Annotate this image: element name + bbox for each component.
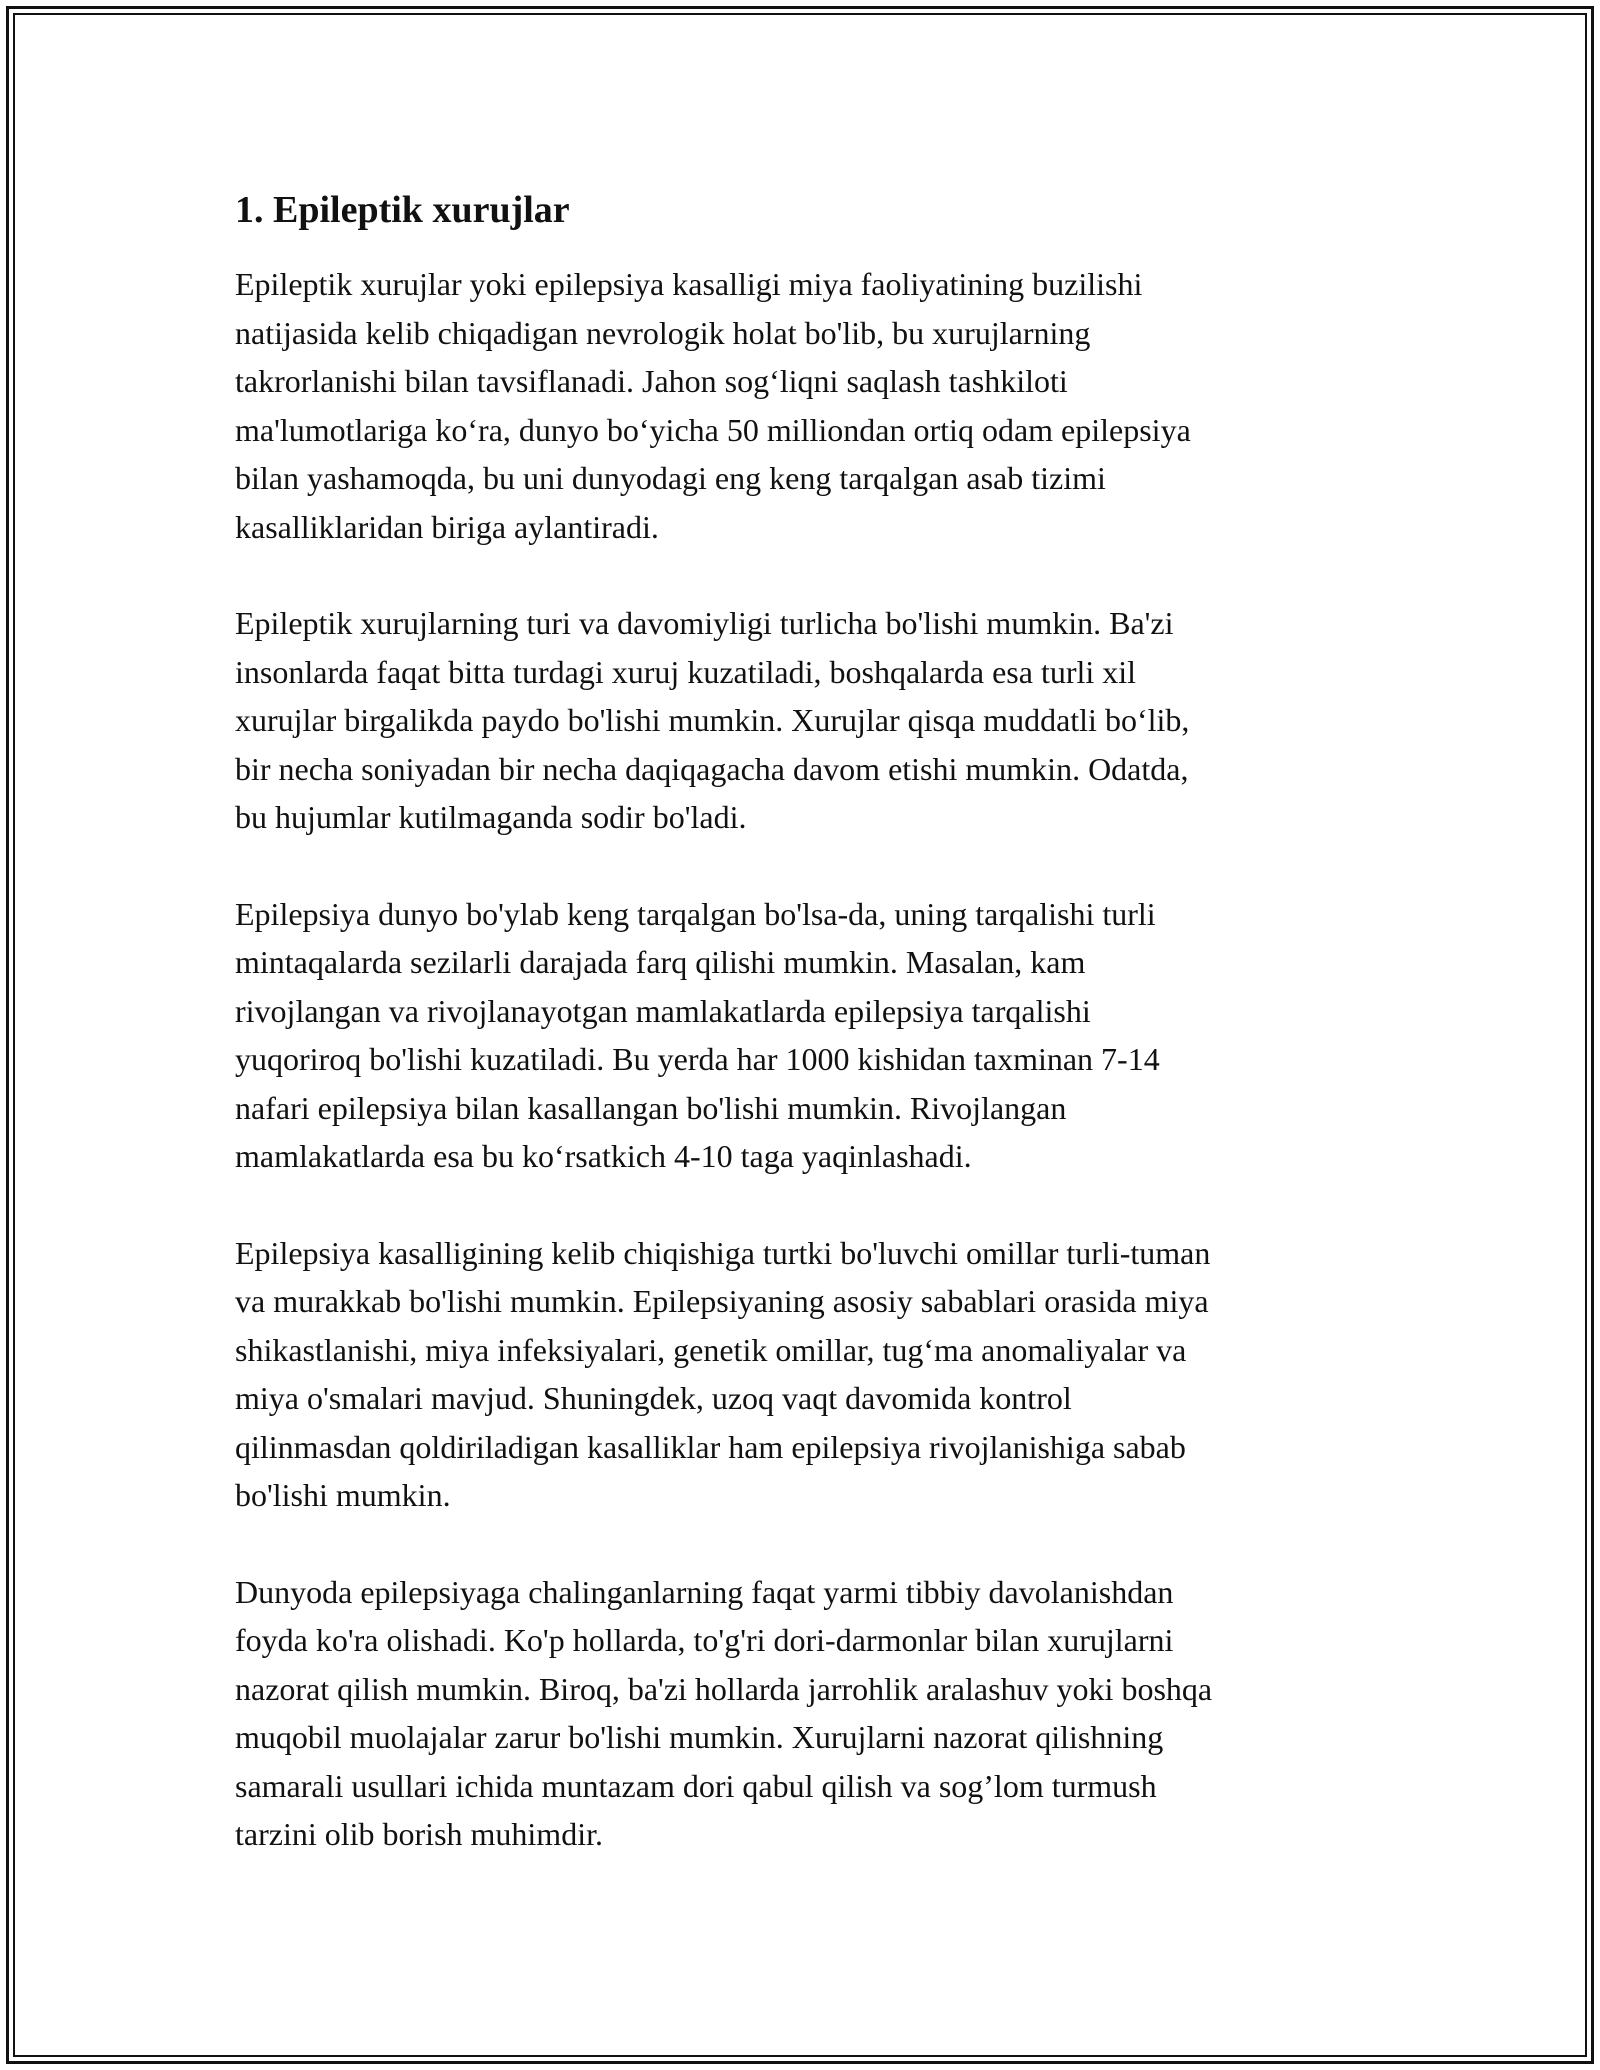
paragraph-3: Epilepsiya dunyo bo'ylab keng tarqalgan bo'lsa-da, uning tarqalishi turli mintaqalarda sezilarli darajada farq qilishi mumkin. Masalan, kam rivojlangan va rivojlanayotgan mamlakatlarda epilepsiya tarqalishi yuqoriroq bo'lishi kuzatiladi. Bu yerda har 1000 kishidan taxminan 7-14 nafari epilepsiya bilan kasallangan bo'lishi mumkin. Rivojlangan mamlakatlarda esa bu ko‘rsatkich 4-10 taga yaqinlashadi. (235, 895, 1160, 1174)
paragraph-5: Dunyoda epilepsiyaga chalinganlarning faqat yarmi tibbiy davolanishdan foyda ko'ra olishadi. Ko'p hollarda, to'g'ri dori-darmonlar bilan xurujlarni nazorat qilish mumkin. Biroq, ba'zi hollarda jarrohlik aralashuv yoki boshqa muqobil muolajalar zarur bo'lishi mumkin. Xurujlarni nazorat qilishning samarali usullari ichida muntazam dori qabul qilish va sog’lom turmush tarzini olib borish muhimdir. (235, 1573, 1213, 1852)
document-body (235, 186, 1365, 1907)
paragraph-4: Epilepsiya kasalligining kelib chiqishiga turtki bo'luvchi omillar turli-tuman va murakkab bo'lishi mumkin. Epilepsiyaning asosiy sabablari orasida miya shikastlanishi, miya infeksiyalari, genetik omillar, tug‘ma anomaliyalar va miya o'smalari mavjud. Shuningdek, uzoq vaqt davomida kontrol qilinmasdan qoldiriladigan kasalliklar ham epilepsiya rivojlanishiga sabab bo'lishi mumkin. (235, 1234, 1211, 1513)
paragraph-2: Epileptik xurujlarning turi va davomiyligi turlicha bo'lishi mumkin. Ba'zi insonlarda faqat bitta turdagi xuruj kuzatiladi, boshqalarda esa turli xil xurujlar birgalikda paydo bo'lishi mumkin. Xurujlar qisqa muddatli bo‘lib, bir necha soniyadan bir necha daqiqagacha davom etishi mumkin. Odatda, bu hujumlar kutilmaganda sodir bo'ladi. (235, 605, 1190, 835)
paragraph-1: Epileptik xurujlar yoki epilepsiya kasalligi miya faoliyatining buzilishi natijasida kelib chiqadigan nevrologik holat bo'lib, bu xurujlarning takrorlanishi bilan tavsiflanadi. Jahon sog‘liqni saqlash tashkiloti ma'lumotlariga ko‘ra, dunyo bo‘yicha 50 milliondan ortiq odam epilepsiya bilan yashamoqda, bu uni dunyodagi eng keng tarqalgan asab tizimi kasalliklaridan biriga aylantiradi. (235, 266, 1191, 545)
section-title: 1. Epileptik xurujlar (235, 189, 570, 231)
